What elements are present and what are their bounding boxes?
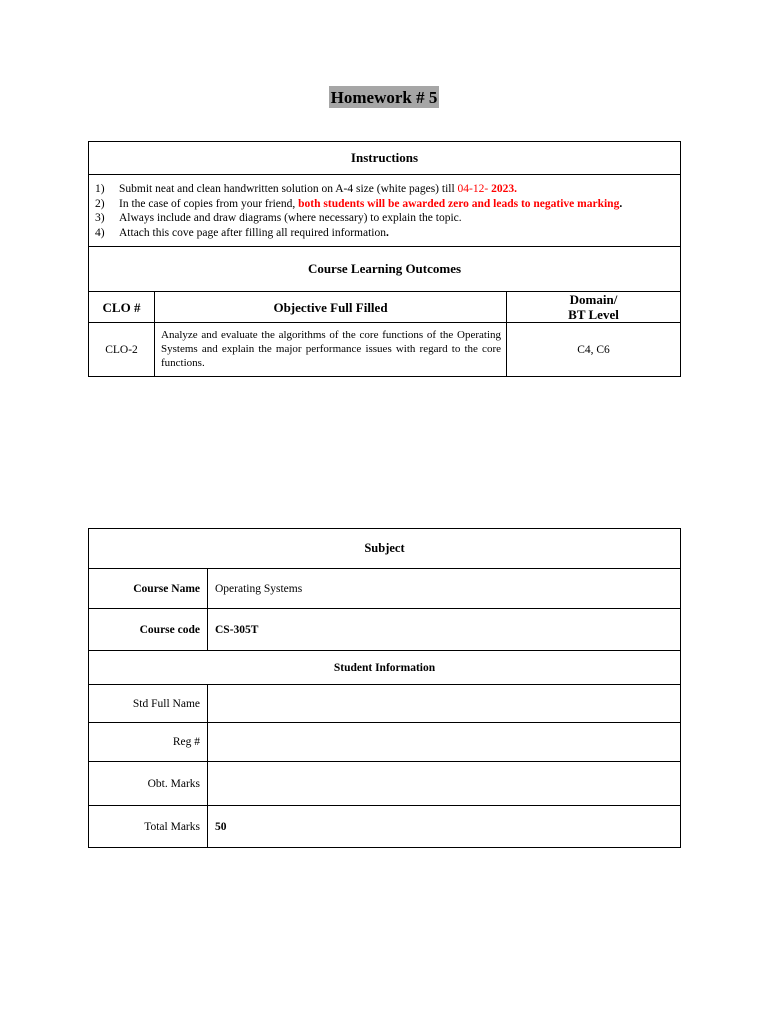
domain-cell	[507, 323, 680, 377]
student-info-heading: Student Information	[333, 661, 436, 674]
objective-header: Objective Full Filled	[273, 299, 388, 315]
bt-level-header: BT Level	[568, 307, 619, 322]
domain-value: C4, C6	[577, 344, 610, 356]
instruction-number: 4)	[95, 226, 105, 239]
domain-header-cell	[507, 292, 680, 322]
submission-date: 04-12-	[457, 183, 492, 195]
instruction-item-3	[95, 211, 680, 226]
reg-row	[89, 723, 680, 762]
obt-marks-row	[89, 762, 680, 806]
reg-field[interactable]	[208, 723, 680, 761]
clo-column-header-row	[89, 292, 680, 323]
instructions-heading: Instructions	[350, 150, 419, 165]
instructions-heading-row	[89, 142, 680, 175]
clo-number-cell	[89, 323, 155, 377]
instruction-item-2	[95, 197, 680, 212]
obt-marks-field[interactable]	[208, 762, 680, 805]
subject-heading-row	[89, 529, 680, 569]
clo-heading-row	[89, 247, 680, 292]
clo-number: CLO-2	[105, 344, 138, 356]
instruction-punct: .	[619, 197, 623, 210]
subject-table	[88, 528, 681, 848]
course-code-label: Course code	[89, 609, 208, 650]
student-info-heading-row	[89, 651, 680, 685]
subject-heading: Subject	[364, 541, 405, 555]
course-code-row	[89, 609, 680, 651]
clo-heading: Course Learning Outcomes	[307, 261, 462, 276]
instructions-list	[89, 175, 680, 247]
instruction-item-4	[95, 226, 680, 241]
clo-number-header: CLO #	[102, 299, 141, 315]
clo-data-row	[89, 323, 680, 377]
homework-title: Homework # 5	[330, 88, 438, 107]
course-code-value: CS-305T	[215, 623, 259, 636]
instruction-item-1	[95, 182, 680, 197]
std-full-name-row	[89, 685, 680, 723]
instruction-text: Always include and draw diagrams (where necessary) to explain the topic.	[119, 212, 462, 224]
instruction-text: Submit neat and clean handwritten solution on A-4 size (white pages) till	[119, 183, 458, 195]
objective-cell	[155, 323, 507, 377]
reg-label: Reg #	[89, 723, 208, 761]
instruction-punct: .	[385, 226, 389, 239]
objective-header-cell	[155, 292, 507, 322]
plagiarism-warning: both students will be awarded zero and leads to negative marking	[298, 197, 620, 210]
course-name-value: Operating Systems	[215, 582, 303, 595]
instruction-number: 1)	[95, 183, 105, 195]
instruction-number: 3)	[95, 212, 105, 224]
instruction-number: 2)	[95, 197, 105, 210]
std-full-name-label: Std Full Name	[89, 685, 208, 722]
clo-number-header-cell	[89, 292, 155, 322]
course-name-row	[89, 569, 680, 609]
instructions-clo-table	[88, 141, 681, 377]
total-marks-value: 50	[215, 820, 227, 833]
course-name-label: Course Name	[89, 569, 208, 608]
obt-marks-label: Obt. Marks	[89, 762, 208, 805]
objective-text: Analyze and evaluate the algorithms of the core functions of the Operating Systems and explain the major performance issues with regard to the core functions.	[161, 329, 501, 369]
instruction-text: Attach this cove page after filling all required information	[119, 226, 386, 239]
total-marks-label: Total Marks	[89, 806, 208, 847]
std-full-name-field[interactable]	[208, 685, 680, 722]
instruction-text: In the case of copies from your friend,	[119, 197, 299, 210]
domain-header: Domain/	[569, 292, 618, 307]
total-marks-row	[89, 806, 680, 847]
submission-year: 2023.	[491, 183, 517, 195]
homework-title-wrap	[0, 86, 768, 108]
